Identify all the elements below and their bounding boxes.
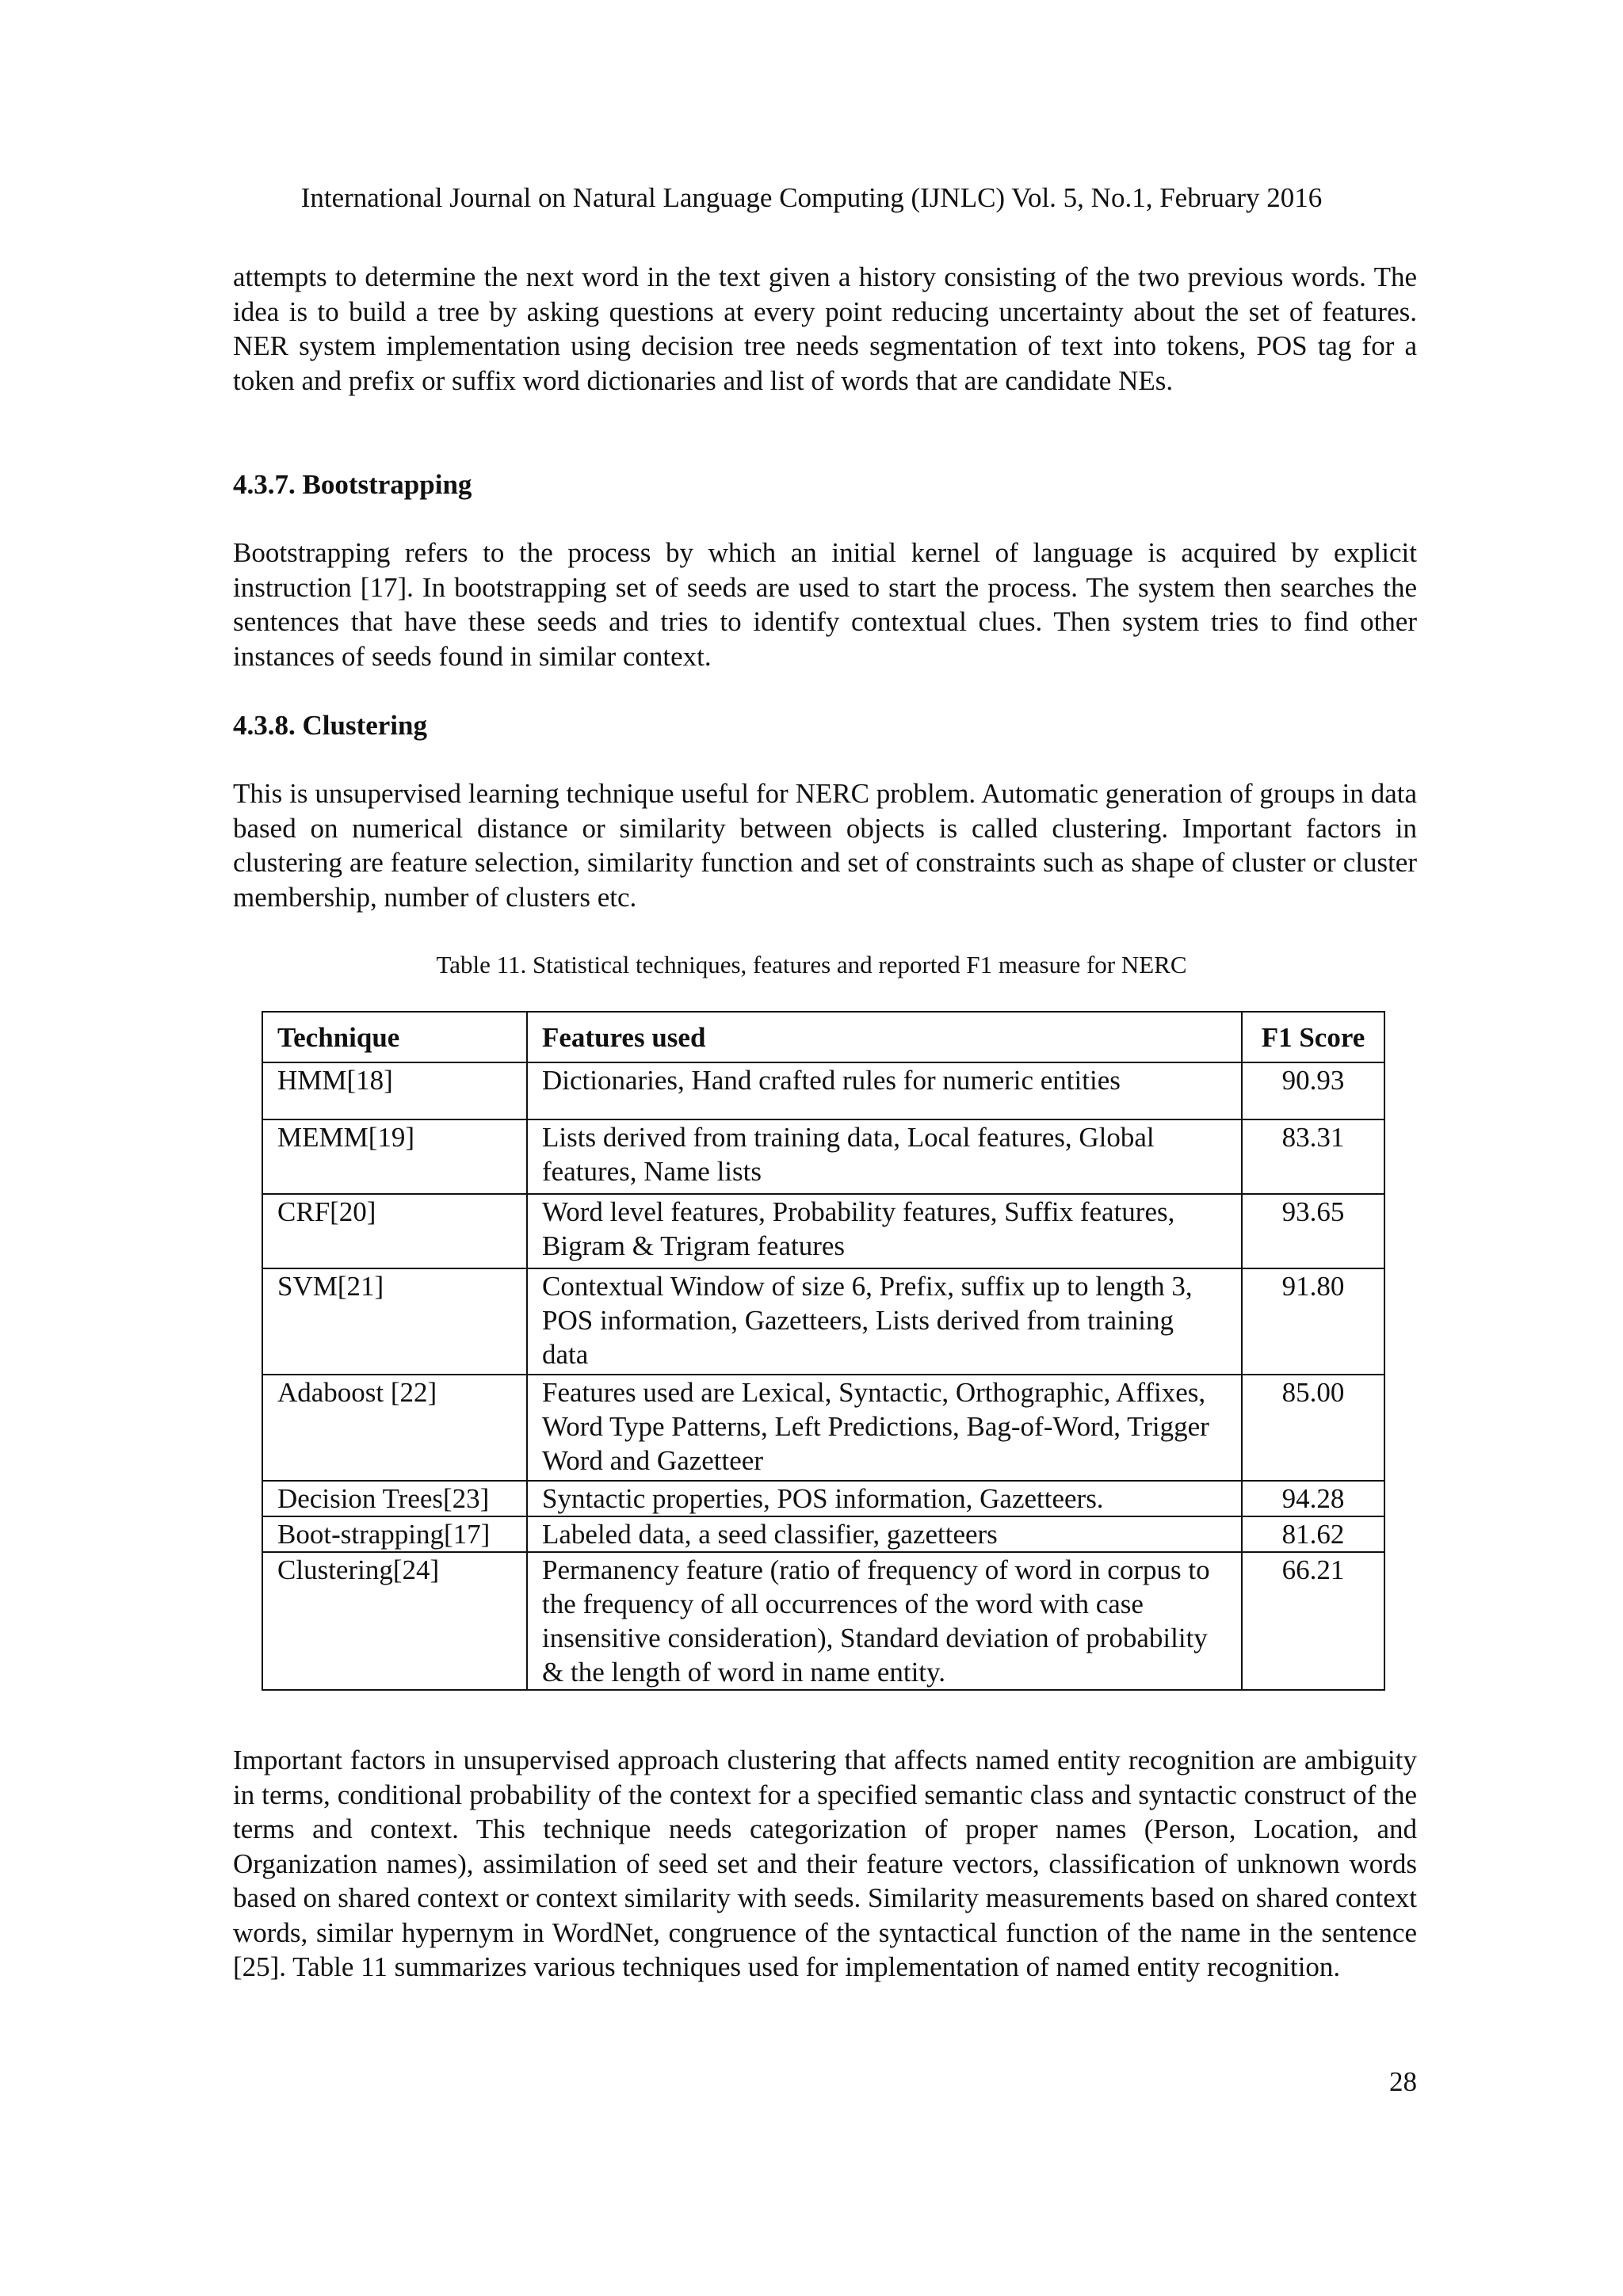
column-header-technique: Technique: [262, 1012, 527, 1062]
technique-cell: Boot-strapping[17]: [262, 1516, 527, 1552]
features-cell: Features used are Lexical, Syntactic, Orthographic, Affixes, Word Type Patterns, Left Predictions, Bag-of-Word, Trigger Word and Gazetteer: [527, 1375, 1242, 1481]
technique-cell: Decision Trees[23]: [262, 1481, 527, 1516]
table-caption: Table 11. Statistical techniques, features and reported F1 measure for NERC: [436, 951, 1187, 978]
table-row: [262, 1194, 1384, 1268]
f1-score-cell: 91.80: [1242, 1268, 1384, 1375]
technique-cell: CRF[20]: [262, 1194, 527, 1268]
table-row: [262, 1268, 1384, 1375]
f1-score-cell: 81.62: [1242, 1516, 1384, 1552]
f1-score-cell: 93.65: [1242, 1194, 1384, 1268]
features-cell: Permanency feature (ratio of frequency of word in corpus to the frequency of all occurrences of the word with case insensitive consideration), Standard deviation of probability & the length of word in name entity.: [527, 1552, 1242, 1690]
table-row: [262, 1375, 1384, 1481]
f1-score-cell: 83.31: [1242, 1119, 1384, 1194]
technique-cell: SVM[21]: [262, 1268, 527, 1375]
techniques-table: [262, 1011, 1385, 1691]
features-cell: Syntactic properties, POS information, Gazetteers.: [527, 1481, 1242, 1516]
table-row: [262, 1552, 1384, 1690]
technique-cell: MEMM[19]: [262, 1119, 527, 1194]
intro-paragraph: attempts to determine the next word in the text given a history consisting of the two previous words. The idea is to build a tree by asking questions at every point reducing uncertainty about the set of features. NER system implementation using decision tree needs segmentation of text into tokens, POS tag for a token and prefix or suffix word dictionaries and list of words that are candidate NEs.: [233, 261, 1417, 396]
table-row: [262, 1119, 1384, 1194]
table-row: [262, 1062, 1384, 1119]
column-header-features: Features used: [527, 1012, 1242, 1062]
table-header-row: [262, 1012, 1384, 1062]
technique-cell: HMM[18]: [262, 1062, 527, 1119]
f1-score-cell: 94.28: [1242, 1481, 1384, 1516]
features-cell: Labeled data, a seed classifier, gazetteers: [527, 1516, 1242, 1552]
f1-score-cell: 90.93: [1242, 1062, 1384, 1119]
clustering-paragraph: This is unsupervised learning technique useful for NERC problem. Automatic generation of groups in data based on numerical distance or similarity between objects is called clustering. Important factors in clustering are feature selection, similarity function and set of constraints such as shape of cluster or cluster membership, number of clusters etc.: [233, 778, 1417, 913]
page-number: 28: [1389, 2066, 1417, 2097]
f1-score-cell: 85.00: [1242, 1375, 1384, 1481]
journal-header: International Journal on Natural Language Computing (IJNLC) Vol. 5, No.1, February 2016: [300, 182, 1323, 213]
table-row: [262, 1516, 1384, 1552]
technique-cell: Adaboost [22]: [262, 1375, 527, 1481]
f1-score-cell: 66.21: [1242, 1552, 1384, 1690]
features-cell: Dictionaries, Hand crafted rules for numeric entities: [527, 1062, 1242, 1119]
technique-cell: Clustering[24]: [262, 1552, 527, 1690]
section-heading-clustering: 4.3.8. Clustering: [233, 710, 427, 741]
column-header-f1-score: F1 Score: [1242, 1012, 1384, 1062]
section-heading-bootstrapping: 4.3.7. Bootstrapping: [233, 469, 472, 500]
features-cell: Contextual Window of size 6, Prefix, suffix up to length 3, POS information, Gazetteers, Lists derived from training data: [527, 1268, 1242, 1375]
features-cell: Word level features, Probability features, Suffix features, Bigram & Trigram features: [527, 1194, 1242, 1268]
bootstrapping-paragraph: Bootstrapping refers to the process by which an initial kernel of language is acquired by explicit instruction [17]. In bootstrapping set of seeds are used to start the process. The system then searches the sentences that have these seeds and tries to identify contextual clues. Then system tries to find other instances of seeds found in similar context.: [233, 537, 1417, 672]
features-cell: Lists derived from training data, Local features, Global features, Name lists: [527, 1119, 1242, 1194]
closing-paragraph: Important factors in unsupervised approach clustering that affects named entity recognition are ambiguity in terms, conditional probability of the context for a specified semantic class and syntactic construct of the terms and context. This technique needs categorization of proper names (Person, Location, and Organization names), assimilation of seed set and their feature vectors, classification of unknown words based on shared context or context similarity with seeds. Similarity measurements based on shared context words, similar hypernym in WordNet, congruence of the syntactical function of the name in the sentence [25]. Table 11 summarizes various techniques used for implementation of named entity recognition.: [233, 1745, 1417, 1982]
table-row: [262, 1481, 1384, 1516]
